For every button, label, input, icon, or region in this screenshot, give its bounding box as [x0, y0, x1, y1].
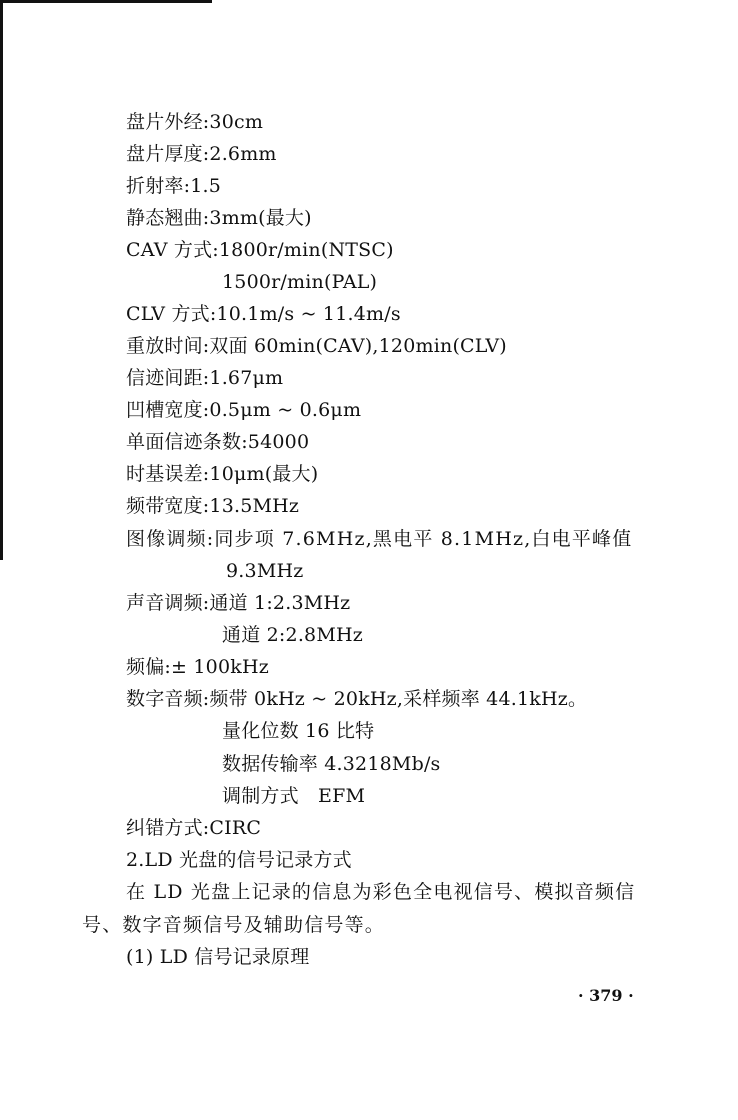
spec-cav-mode-pal: 1500r/min(PAL) [222, 271, 378, 293]
spec-audio-fm-ch2: 通道 2:2.8MHz [222, 624, 363, 646]
left-rule [0, 0, 3, 560]
subsection-heading: (1) LD 信号记录原理 [126, 946, 310, 968]
spec-digital-audio-rate: 数据传输率 4.3218Mb/s [222, 753, 441, 775]
top-rule [0, 0, 212, 3]
spec-disc-diameter: 盘片外经:30cm [126, 111, 264, 133]
spec-error-correction: 纠错方式:CIRC [126, 817, 262, 839]
spec-track-count: 单面信迹条数:54000 [126, 431, 310, 453]
spec-track-pitch: 信迹间距:1.67μm [126, 367, 284, 389]
page-number: · 379 · [578, 986, 634, 1005]
spec-time-base-error: 时基误差:10μm(最大) [126, 463, 319, 485]
section-heading: 2.LD 光盘的信号记录方式 [126, 849, 352, 871]
spec-bandwidth: 频带宽度:13.5MHz [126, 495, 300, 517]
spec-disc-thickness: 盘片厚度:2.6mm [126, 143, 277, 165]
spec-digital-audio: 数字音频:频带 0kHz ~ 20kHz,采样频率 44.1kHz。 [126, 688, 588, 710]
spec-video-fm: 图像调频:同步项 7.6MHz,黑电平 8.1MHz,白电平峰值 [126, 528, 633, 550]
paragraph-line-2: 号、数字音频信号及辅助信号等。 [82, 914, 386, 936]
spec-playback-time: 重放时间:双面 60min(CAV),120min(CLV) [126, 335, 507, 357]
spec-refractive-index: 折射率:1.5 [126, 175, 222, 197]
paragraph-line-1: 在 LD 光盘上记录的信息为彩色全电视信号、模拟音频信 [126, 881, 636, 903]
spec-digital-audio-mod: 调制方式 EFM [222, 785, 366, 807]
spec-pit-width: 凹槽宽度:0.5μm ~ 0.6μm [126, 399, 362, 421]
spec-audio-fm: 声音调频:通道 1:2.3MHz [126, 592, 351, 614]
spec-digital-audio-quant: 量化位数 16 比特 [222, 720, 375, 742]
spec-static-warp: 静态翘曲:3mm(最大) [126, 207, 312, 229]
spec-cav-mode: CAV 方式:1800r/min(NTSC) [126, 239, 394, 261]
spec-video-fm-cont: 9.3MHz [226, 560, 304, 582]
spec-deviation: 频偏:± 100kHz [126, 656, 269, 678]
spec-clv-mode: CLV 方式:10.1m/s ~ 11.4m/s [126, 303, 401, 325]
